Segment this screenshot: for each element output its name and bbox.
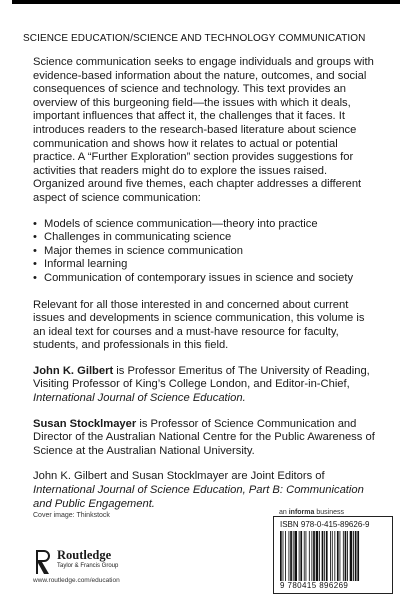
intro-paragraph: Science communication seeks to engage individuals and groups with evidence-based information about the nature, outcomes, and social consequences of science and technology. This text provides an overview of this burgeoning field—the issues with which it deals, important influences that affect it, the challenges that it faces. It introduces readers to the research-based literature about science communication and shows how it relates to actual or potential practice. A “Further Exploration” section provides suggestions for activities that readers might do to explore the issues raised. Organized around five themes, each chapter addresses a different aspect of science communication: <box>33 56 374 204</box>
author-name: Susan Stocklmayer <box>33 417 137 430</box>
list-item: • Informal learning <box>33 258 128 271</box>
isbn-text: ISBN 978-0-415-89626-9 <box>280 520 370 529</box>
author-name: John K. Gilbert <box>33 364 114 377</box>
relevance-paragraph: Relevant for all those interested in and concerned about current issues and developments in science communication, this volume is an ideal text for courses and a must-have resource for faculty, students, and professionals in this field. <box>33 298 365 352</box>
series-label: SCIENCE EDUCATION/SCIENCE AND TECHNOLOGY COMMUNICATION <box>23 33 366 44</box>
publisher-name: Routledge <box>57 548 112 562</box>
journal-title: International Journal of Science Education, Part B: Communication and Public Engagement. <box>33 484 364 510</box>
bullet-icon: • <box>33 231 37 244</box>
publisher-website: www.routledge.com/education <box>33 577 120 584</box>
list-item: • Challenges in communicating science <box>33 231 232 244</box>
barcode-number: 9 780415 896269 <box>280 581 349 590</box>
bullet-icon: • <box>33 244 37 257</box>
publisher-group: Taylor & Francis Group <box>57 563 119 569</box>
author-gilbert-bio: John K. Gilbert is Professor Emeritus of The University of Reading, Visiting Professor of King’s College London, and Editor-in-Chief, International Journal of Science Education. <box>33 364 370 405</box>
barcode-icon <box>280 531 386 581</box>
list-item: • Communication of contemporary issues in science and society <box>33 271 354 284</box>
cover-footer <box>33 0 393 600</box>
author-stocklmayer-bio: Susan Stocklmayer is Professor of Science Communication and Director of the Australian National Centre for the Public Awareness of Science at the Australian National University. <box>33 417 375 457</box>
journal-title: International Journal of Science Education. <box>33 392 246 405</box>
editors-note: John K. Gilbert and Susan Stocklmayer are Joint Editors of International Journal of Science Education, Part B: Communication and Public Engagement. <box>33 470 364 510</box>
cover-image-credit: Cover image: Thinkstock <box>33 512 110 519</box>
routledge-r-icon <box>33 547 53 577</box>
isbn-barcode <box>273 516 393 594</box>
list-item: • Models of science communication—theory into practice <box>33 217 318 230</box>
bullet-icon: • <box>33 217 37 230</box>
informa-business-mark: an informa business <box>279 509 344 516</box>
bullet-icon: • <box>33 258 37 271</box>
bullet-icon: • <box>33 271 37 284</box>
list-item: • Major themes in science communication <box>33 244 243 257</box>
